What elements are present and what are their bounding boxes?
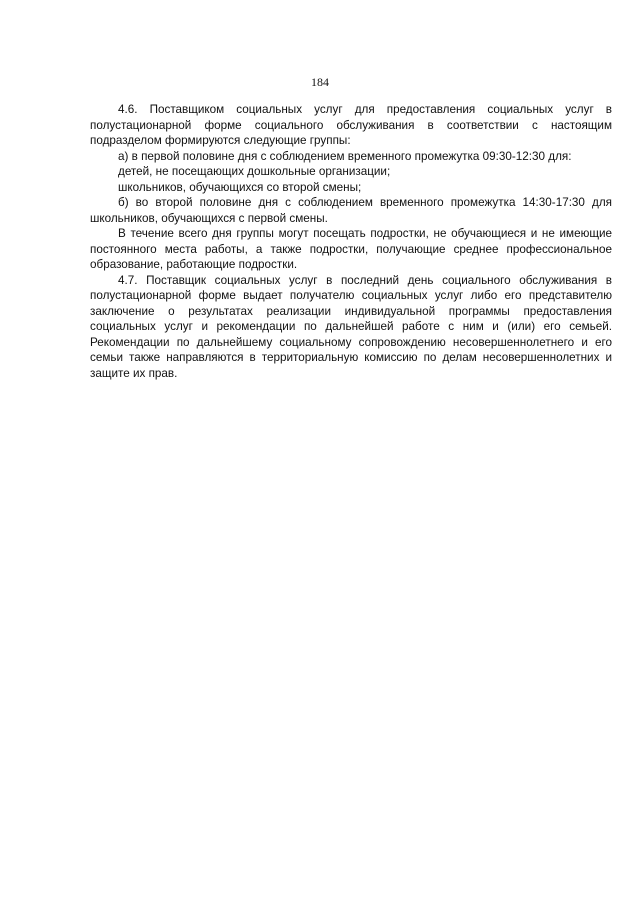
document-body — [90, 102, 612, 381]
paragraph-second-shift-students: школьников, обучающихся со второй смены; — [118, 180, 362, 194]
paragraph-group-a: а) в первой половине дня с соблюдением временного промежутка 09:30-12:30 для: — [118, 149, 572, 163]
page-number: 184 — [311, 75, 329, 89]
paragraph-preschool-children: детей, не посещающих дошкольные организации; — [118, 165, 391, 178]
paragraph-4-6: 4.6. Поставщиком социальных услуг для предоставления социальных услуг в полустационарной форме социального обслуживания в соответствии с настоящим подразделом формируются следующие группы: — [90, 103, 612, 147]
paragraph-teenagers: В течение всего дня группы могут посещать подростки, не обучающиеся и не имеющие постоянного места работы, а также подростки, получающие среднее профессиональное образование, работающие подростки. — [90, 227, 612, 271]
paragraph-4-7: 4.7. Поставщик социальных услуг в последний день социального обслуживания в полустационарной форме выдает получателю социальных услуг либо его представителю заключение о результатах реализации индивидуальной программы предоставления социальных услуг и рекомендации по дальнейшей работе с ним и (или) его семьей. Рекомендации по дальнейшему социальному сопровождению несовершеннолетнего и его семьи также направляются в территориальную комиссию по делам несовершеннолетних и защите их прав. — [90, 273, 612, 380]
paragraph-group-b: б) во второй половине дня с соблюдением временного промежутка 14:30-17:30 для школьников, обучающихся с первой смены. — [90, 196, 612, 225]
